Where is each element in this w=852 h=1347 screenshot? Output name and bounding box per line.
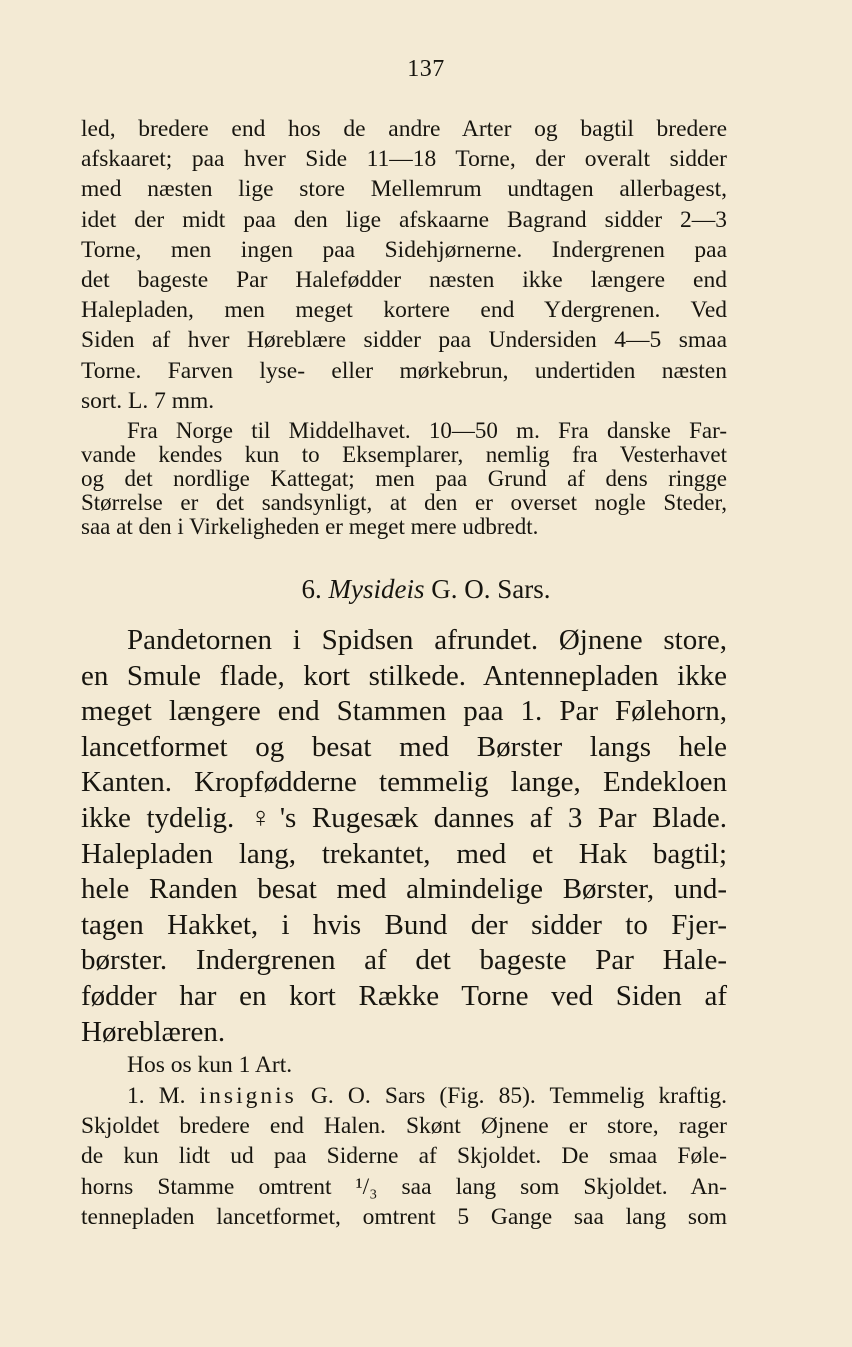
text-line: vande kendes kun to Eksemplarer, nemlig fra Vesterhavet (81, 442, 727, 467)
heading-number: 6. (301, 574, 322, 604)
heading-author: G. O. Sars. (431, 574, 551, 604)
paragraph-continuation (81, 114, 727, 416)
text-line: sort. L. 7 mm. (81, 387, 215, 414)
text-line: det bageste Par Halefødder næsten ikke længere end (81, 267, 727, 294)
species-entry (81, 1081, 727, 1232)
text-line: Halepladen lang, trekantet, med et Hak bagtil; (81, 837, 727, 870)
text-line: Halepladen, men meget kortere end Ydergrenen. Ved (81, 297, 727, 324)
species-abbrev: M. (158, 1083, 186, 1109)
text-line: tennepladen lancetformet, omtrent 5 Gange saa lang som (81, 1203, 727, 1230)
text-line: Siden af hver Høreblære sidder paa Undersiden 4—5 smaa (81, 327, 727, 354)
text-line: Skjoldet bredere end Halen. Skønt Øjnene er store, rager (81, 1113, 727, 1140)
text-line: Fra Norge til Middelhavet. 10—50 m. Fra danske Far- (127, 418, 727, 443)
species-title-line (81, 1081, 727, 1111)
text-line: ikke tydelig. ♀'s Rugesæk dannes af 3 Par Blade. (81, 801, 727, 834)
text-line: og det nordlige Kattegat; men paa Grund af dens ringge (81, 466, 727, 491)
text-line: Pandetornen i Spidsen afrundet. Øjnene store, (127, 624, 727, 656)
text-line: Hos os kun 1 Art. (127, 1052, 293, 1078)
species-number: 1. (127, 1083, 145, 1109)
species-name: insignis (199, 1083, 297, 1109)
heading-genus: Mysideis (328, 574, 425, 604)
text-line: meget længere end Stammen paa 1. Par Følehorn, (81, 695, 727, 728)
text-line: en Smule flade, kort stilkede. Antennepladen ikke (81, 659, 727, 692)
text-line: med næsten lige store Mellemrum undtagen allerbagest, (81, 176, 727, 203)
text-line: saa at den i Virkeligheden er meget mere udbredt. (81, 514, 539, 539)
text-line: de kun lidt ud paa Siderne af Skjoldet. De smaa Føle- (81, 1143, 727, 1170)
text-line: Torne. Farven lyse- eller mørkebrun, undertiden næsten (81, 357, 727, 384)
text-line: Størrelse er det sandsynligt, at den er overset nogle Steder, (81, 490, 727, 515)
species-author-ref: G. O. Sars (Fig. 85). Temmelig kraftig. (310, 1083, 728, 1109)
text-line: idet der midt paa den lige afskaarne Bagrand sidder 2—3 (81, 206, 727, 233)
text-line: tagen Hakket, i hvis Bund der sidder to Fjer- (81, 908, 727, 941)
species-count (81, 1050, 727, 1080)
genus-heading (0, 574, 852, 605)
genus-description (81, 623, 727, 1050)
text-line: Torne, men ingen paa Sidehjørnerne. Indergrenen paa (81, 236, 727, 263)
text-line: Kanten. Kropfødderne temmelig lange, Endekloen (81, 766, 727, 799)
text-line: led, bredere end hos de andre Arter og bagtil bredere (81, 116, 727, 142)
text-line: fødder har en kort Række Torne ved Siden af (81, 979, 727, 1012)
text-line: hele Randen besat med almindelige Børster, und- (81, 873, 727, 906)
text-line: børster. Indergrenen af det bageste Par Hale- (81, 944, 727, 977)
text-line: lancetformet og besat med Børster langs hele (81, 730, 727, 763)
distribution-paragraph (81, 419, 727, 539)
page-number: 137 (407, 56, 445, 82)
text-line: horns Stamme omtrent ¹/₃ saa lang som Skjoldet. An- (81, 1173, 727, 1200)
text-line: Høreblæren. (81, 1015, 226, 1048)
text-line: afskaaret; paa hver Side 11—18 Torne, der overalt sidder (81, 146, 727, 173)
